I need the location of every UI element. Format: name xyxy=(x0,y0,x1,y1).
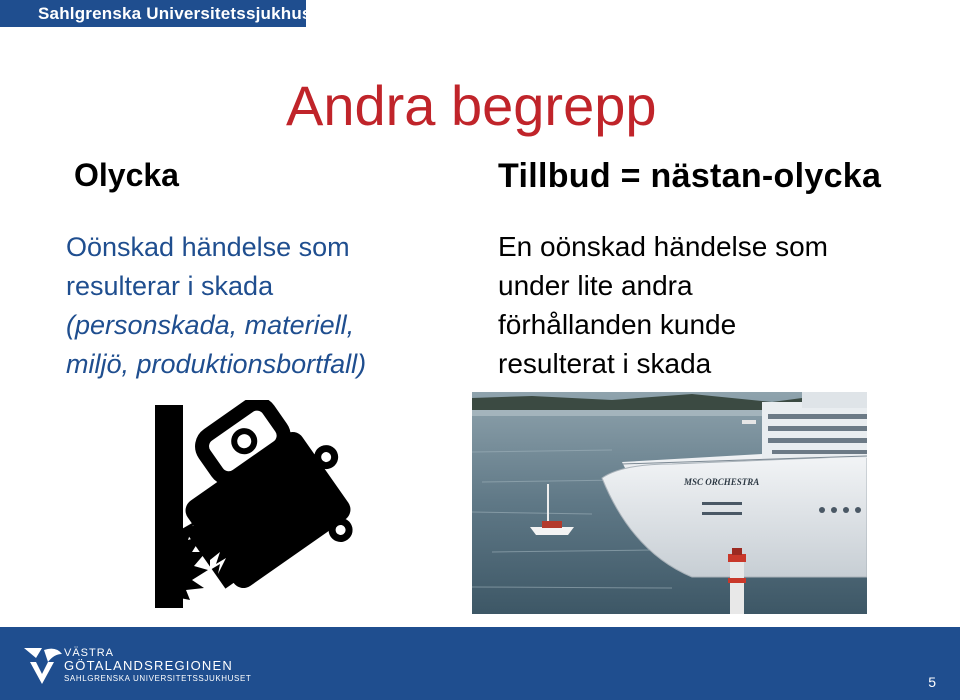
cruise-ship-photo xyxy=(472,392,867,614)
org-line-1: VÄSTRA xyxy=(64,647,115,659)
left-line-3: (personskada, materiell, xyxy=(66,310,355,340)
slide-title: Andra begrepp xyxy=(286,74,657,137)
footer-organization xyxy=(64,647,251,684)
right-heading: Tillbud = nästan-olycka xyxy=(498,157,882,195)
page-number: 5 xyxy=(928,674,936,690)
org-line-3: SAHLGRENSKA UNIVERSITETSSJUKHUSET xyxy=(64,674,252,683)
header-brand-bar xyxy=(0,0,328,27)
chainsaw-injury-pictogram-icon xyxy=(150,400,360,612)
left-heading: Olycka xyxy=(74,157,179,193)
ship-name: MSC ORCHESTRA xyxy=(684,477,760,487)
left-line-4: miljö, produktionsbortfall) xyxy=(66,349,367,379)
right-line-2: under lite andra xyxy=(498,270,693,301)
right-line-1: En oönskad händelse som xyxy=(498,231,828,262)
right-line-3: förhållanden kunde xyxy=(498,309,737,340)
right-definition xyxy=(498,227,828,383)
left-line-2: resulterar i skada xyxy=(66,271,274,301)
right-line-4: resulterat i skada xyxy=(498,348,712,379)
brand-name: Sahlgrenska Universitetssjukhuset xyxy=(38,4,328,23)
org-line-2: GÖTALANDSREGIONEN xyxy=(64,658,233,673)
vgr-logo-icon xyxy=(22,644,64,688)
left-line-1: Oönskad händelse som xyxy=(66,232,350,262)
left-definition xyxy=(66,228,366,384)
